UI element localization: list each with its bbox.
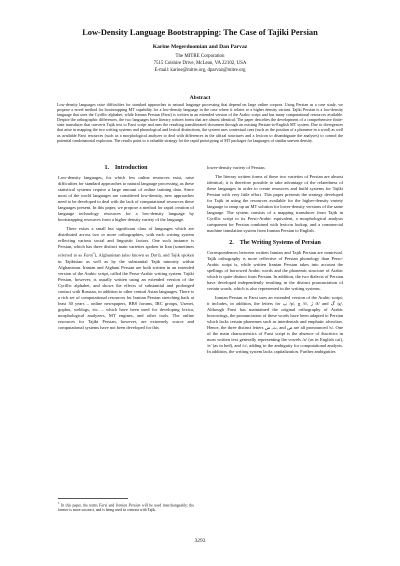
footnote-text-b: and bbox=[107, 503, 116, 508]
affiliation-address: 7515 Colshire Drive, McLean, VA 22102, USA bbox=[153, 61, 247, 66]
section-2-heading: 2. The Writing Systems of Persian bbox=[229, 240, 321, 246]
writing-systems-paragraph-2: Iranian Persian or Farsi uses an extended version of the Arabic script; it includes, in addition, the letters for پ /p/, چ /č/, ژ /ž/ and گ /g/. Although Farsi has maintained the original orthography of Arabic borrowings, the pronunciation of these words have been adapted to Persian which lacks certain phonemes such as interdentals and emphatic alveolars. Hence, the three distinct letters ث, س, and ص are all pronounced /s/. One of the main characteristics of Farsi script is the absence of diacritics in most written text generally representing the vowels /a/ (as in English cat), /e/ (as in bed), and /o/, adding to the ambiguity for computational analysis. In addition, the writing system lacks capitalization. Further ambiguities bbox=[207, 295, 344, 354]
footnote-ref: 1 bbox=[93, 251, 95, 255]
intro-p2-dari: Dari bbox=[150, 252, 160, 258]
footnote-farsi: Farsi bbox=[99, 503, 108, 508]
footnote bbox=[58, 501, 194, 512]
intro-paragraph-continued: lower-density variety of Persian. bbox=[207, 165, 266, 170]
paper-title: Low-Density Language Bootstrapping: The Case of Tajiki Persian bbox=[82, 28, 318, 37]
abstract-heading: Abstract bbox=[189, 95, 211, 101]
right-column bbox=[207, 165, 343, 355]
intro-p2-text-a: There exists a small but significant class of languages which are distributed across two or more orthographies, with each writing system reflecting various social and linguistic factors. One such instance is Persian, which has three distinct main varieties spoken in Iran (sometimes referred to as bbox=[58, 226, 194, 258]
intro-paragraph-3: The literary written forms of these two varieties of Persian are almost identical; it is therefore possible to take advantage of the relatedness of these languages in order to create resources and build systems for Tajiki Persian with very little effort. This paper presents the strategy developed for Tajik in using the resources available for the higher-density variety language to ramp up an MT solution for lower-density versions of the same language. The system consists of a mapping transducer from Tajik in Cyrillic script to its Perso-Arabic equivalent, a morphological analysis component for Persian combined with lexicon lookup, and a commercial machine translation system from Iranian Persian to English. bbox=[207, 174, 343, 233]
affiliation-org: The MITRE Corporation bbox=[175, 54, 225, 59]
author-names: Karine Megerdoomian and Dan Parvaz bbox=[152, 44, 248, 50]
intro-p2-farsi: Farsi bbox=[83, 252, 94, 258]
footnote-text-a: In this paper, the terms bbox=[59, 503, 100, 508]
intro-paragraph-1: Low-density languages, for which few online resources exist, raise difficulties for standard approaches to natural language processing, as these statistical systems require a large amount of online training data. Since most of the world languages are considered low-density, new approaches need to be developed to deal with the lack of computational resources these languages present. In this paper, we propose a method for rapid creation of language technology resources for a low-density language by bootstrapping resources from a higher density variety of the language. bbox=[58, 175, 194, 222]
intro-paragraph-2 bbox=[58, 226, 194, 331]
affiliation-email: E-mail: karine@mitre.org, dparvaz@mitre.org bbox=[154, 68, 246, 73]
footnote-text-c: will be used interchangeably; the former is more succinct, and is being used in contrast with Tajik. bbox=[58, 503, 194, 512]
intro-p2-text-b: ), Afghanistan (also known as bbox=[94, 252, 151, 258]
writing-systems-paragraph-1: Correspondences between written Iranian and Tajik Persian are nontrivial. Tajik orthography is more reflective of Persian phonology than Perso-Arabic script is, while written Iranian Persian takes into account the spellings of borrowed Arabic words and the phonemic structure of Arabic which is quite distinct from Persian. In addition, the two dialects of Persian have developed independently resulting in the distinct pronunciation of certain words, which is also represented in the writing systems. bbox=[207, 250, 343, 291]
abstract-text: Low-density languages raise difficulties for standard approaches to natural language processing that depend on large online corpora. Using Persian as a case study, we propose a novel method for bootstrapping MT capability for a low-density language in the case where it relates to a higher density variant. Tajiki Persian is a low-density language that uses the Cyrillic alphabet, while Iranian Persian (Farsi) is written in an extended version of the Arabic script and has many computational resources available. Despite the orthographic differences, the two languages have literary written forms that are almost identical. The paper describes the development of a comprehensive finite-state transducer that converts Tajik text to Farsi script and runs the resulting transliterated document through an existing Persian-to-English MT system. Due to divergences that arise in mapping the two writing systems and phonological and lexical distinctions, the system uses contextual cues (such as the position of a phoneme in a word) as well as available Farsi resources (such as a morphological analyzer to deal with differences in the affixal structures and a lexicon to disambiguate the analyses) to control the potential combinatorial explosion. The results point to a valuable strategy for the rapid prototyping of MT packages for languages of similar uneven density. bbox=[57, 102, 343, 143]
left-column bbox=[58, 165, 194, 331]
intro-p2-text-c: ), and Tajik spoken in Tajikistan as well as by the substantial Tajik minority within Afghanistan. Iranian and Afghani Persian are both written in an extended version of the Arabic script, called the Perso-Arabic writing system. Tajiki Persian, however, is usually written using an extended version of the Cyrillic alphabet, and shows the effects of substantial and prolonged contact with Russian, in addition to other central Asian languages. There is a rich set of computational resources for Iranian Persian stretching back at least 30 years – online newspapers, BBS forums, IRC groups, Usenet, gopher, weblogs, etc. – which have been used for developing lexica, morphological analyzers, MT engines, and other tools. The online resources for Tajiki Persian, however, are extremely scarce and computational systems have not been developed for this bbox=[58, 252, 194, 330]
footnote-rule bbox=[58, 498, 128, 499]
footnote-iranian: Iranian Persian bbox=[115, 503, 141, 508]
footnote-mark: 1 bbox=[58, 501, 60, 505]
section-1-heading: 1. Introduction bbox=[104, 165, 148, 171]
page-number: 3293 bbox=[194, 538, 206, 544]
